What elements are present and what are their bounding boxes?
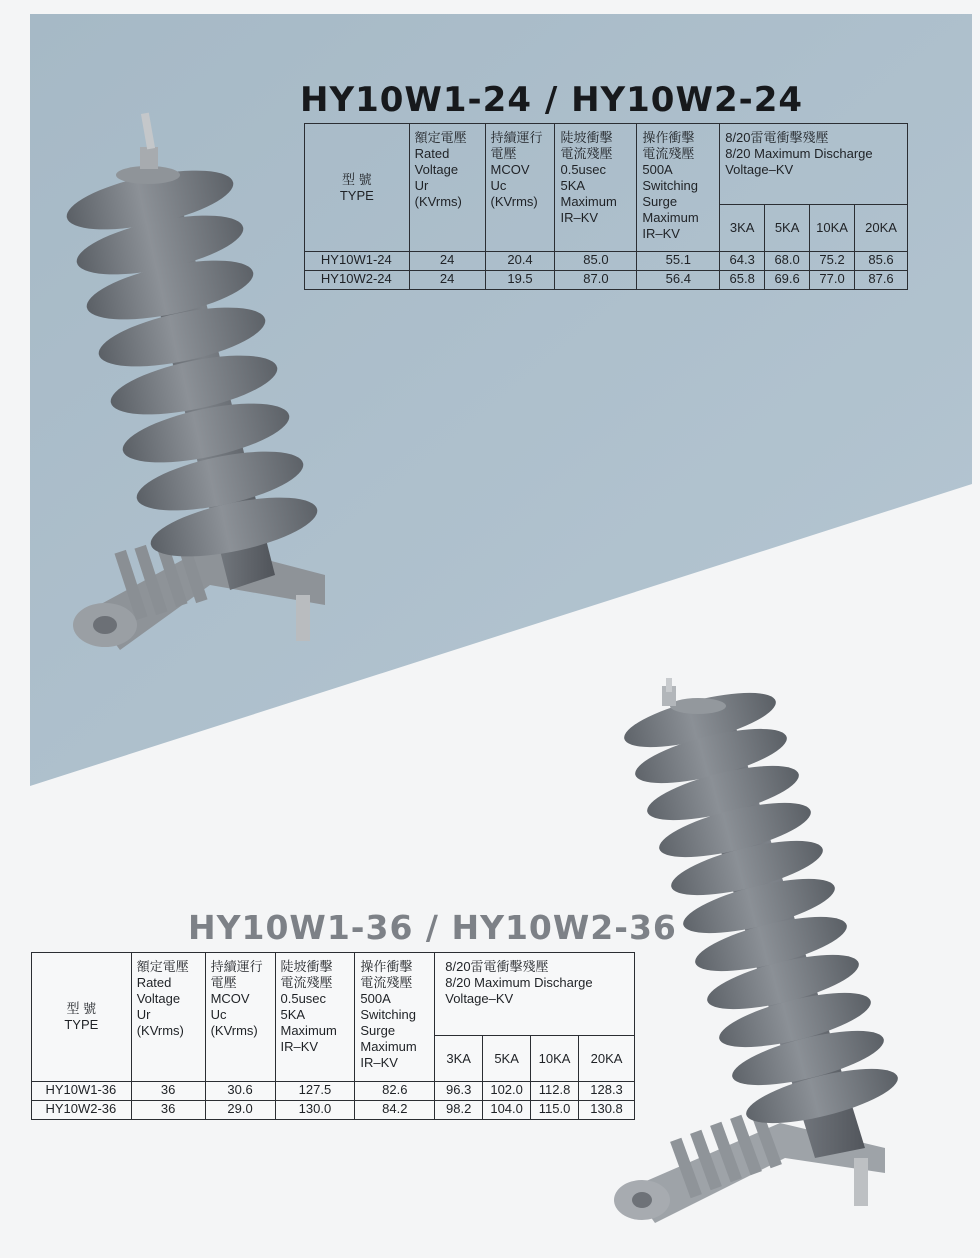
cell-steep: 85.0	[555, 252, 637, 271]
cell-rated-voltage: 24	[409, 252, 485, 271]
cell-20ka: 128.3	[579, 1082, 635, 1101]
cell-steep: 130.0	[275, 1101, 355, 1120]
table-row	[32, 1082, 635, 1101]
cell-3ka: 98.2	[435, 1101, 483, 1120]
surge-arrester-image-36kv	[610, 678, 940, 1233]
cell-steep: 127.5	[275, 1082, 355, 1101]
cell-3ka: 65.8	[720, 271, 765, 290]
cell-10ka: 75.2	[810, 252, 855, 271]
cell-5ka: 104.0	[483, 1101, 531, 1120]
cell-10ka: 115.0	[531, 1101, 579, 1120]
header-switching-surge: 操作衝擊 電流殘壓 500A Switching Surge Maximum IR–KV	[355, 953, 435, 1082]
cell-steep: 87.0	[555, 271, 637, 290]
cell-rated-voltage: 36	[131, 1101, 205, 1120]
table-row	[32, 1101, 635, 1120]
cell-model: HY10W1-36	[32, 1082, 132, 1101]
header-10ka: 10KA	[531, 1036, 579, 1082]
table-row	[305, 252, 908, 271]
header-mcov: 持續運行 電壓 MCOV Uc (KVrms)	[485, 124, 555, 252]
cell-10ka: 112.8	[531, 1082, 579, 1101]
cell-5ka: 68.0	[765, 252, 810, 271]
cell-switching: 82.6	[355, 1082, 435, 1101]
header-3ka: 3KA	[720, 205, 765, 252]
cell-10ka: 77.0	[810, 271, 855, 290]
cell-mcov: 29.0	[205, 1101, 275, 1120]
header-steep-current: 陡坡衝擊 電流殘壓 0.5usec 5KA Maximum IR–KV	[555, 124, 637, 252]
header-steep-current: 陡坡衝擊 電流殘壓 0.5usec 5KA Maximum IR–KV	[275, 953, 355, 1082]
cell-rated-voltage: 36	[131, 1082, 205, 1101]
cell-3ka: 96.3	[435, 1082, 483, 1101]
header-20ka: 20KA	[855, 205, 908, 252]
cell-model: HY10W1-24	[305, 252, 410, 271]
heading-36kv-series: HY10W1-36 / HY10W2-36	[188, 908, 677, 947]
cell-switching: 84.2	[355, 1101, 435, 1120]
cell-model: HY10W2-36	[32, 1101, 132, 1120]
header-switching-surge: 操作衝擊 電流殘壓 500A Switching Surge Maximum IR–KV	[637, 124, 720, 252]
header-type: 型 號 TYPE	[305, 124, 410, 252]
cell-20ka: 130.8	[579, 1101, 635, 1120]
cell-rated-voltage: 24	[409, 271, 485, 290]
table-row	[305, 271, 908, 290]
header-type: 型 號 TYPE	[32, 953, 132, 1082]
cell-20ka: 87.6	[855, 271, 908, 290]
spec-table-24kv	[304, 123, 908, 290]
spec-table-36kv	[31, 952, 635, 1120]
header-rated-voltage: 額定電壓 Rated Voltage Ur (KVrms)	[131, 953, 205, 1082]
cell-switching: 55.1	[637, 252, 720, 271]
cell-mcov: 19.5	[485, 271, 555, 290]
header-10ka: 10KA	[810, 205, 855, 252]
cell-5ka: 69.6	[765, 271, 810, 290]
cell-5ka: 102.0	[483, 1082, 531, 1101]
header-lightning-discharge: 8/20雷電衝擊殘壓 8/20 Maximum Discharge Voltage–KV	[720, 124, 908, 205]
header-20ka: 20KA	[579, 1036, 635, 1082]
cell-3ka: 64.3	[720, 252, 765, 271]
cell-switching: 56.4	[637, 271, 720, 290]
header-5ka: 5KA	[765, 205, 810, 252]
header-3ka: 3KA	[435, 1036, 483, 1082]
heading-24kv-series: HY10W1-24 / HY10W2-24	[300, 80, 804, 120]
header-lightning-discharge: 8/20雷電衝擊殘壓 8/20 Maximum Discharge Voltage–KV	[435, 953, 635, 1036]
header-5ka: 5KA	[483, 1036, 531, 1082]
cell-model: HY10W2-24	[305, 271, 410, 290]
header-mcov: 持續運行 電壓 MCOV Uc (KVrms)	[205, 953, 275, 1082]
header-rated-voltage: 額定電壓 Rated Voltage Ur (KVrms)	[409, 124, 485, 252]
cell-mcov: 30.6	[205, 1082, 275, 1101]
cell-mcov: 20.4	[485, 252, 555, 271]
cell-20ka: 85.6	[855, 252, 908, 271]
